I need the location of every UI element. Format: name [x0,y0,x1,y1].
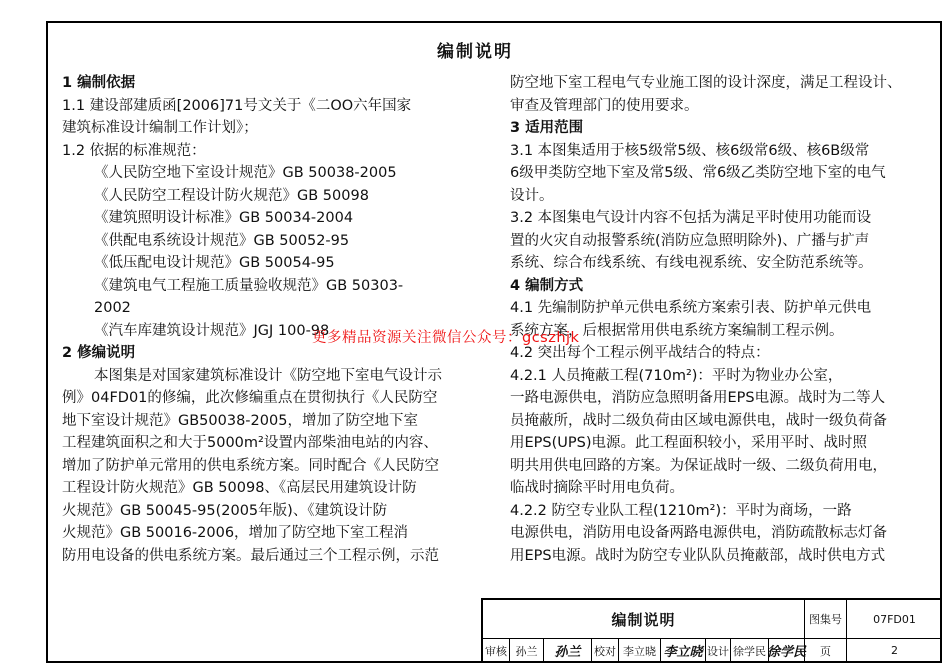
paragraph-line: 置的火灾自动报警系统(消防应急照明除外)、广播与扩声 [510,232,870,249]
paragraph-line: 用EPS电源。战时为防空专业队队员掩蔽部，战时供电方式 [510,547,886,564]
check-label: 校对 [592,638,619,663]
paragraph-line: 设计。 [510,187,554,204]
paragraph-line: 火规范》GB 50016-2006，增加了防空地下室工程消 [62,525,409,541]
paragraph-line: 电源供电，消防用电设备两路电源供电，消防疏散标志灯备 [510,525,887,541]
standard-item: 《汽车库建筑设计规范》JGJ 100-98 [94,322,330,339]
paragraph-line: 系统方案，后根据常用供电系统方案编制工程示例。 [510,322,844,339]
section-2-heading: 2 修编说明 [62,345,136,361]
review-label: 审核 [483,638,510,663]
paragraph-line: 临战时摘除平时用电负荷。 [510,480,684,496]
page-label: 页 [805,638,847,663]
paragraph-line: 3.1 本图集适用于核5级常5级、核6级常6级、核6B级常 [510,142,870,159]
section-4-heading: 4 编制方式 [510,277,584,294]
paragraph-line: 3.2 本图集电气设计内容不包括为满足平时使用功能而设 [510,210,872,226]
standard-item: 《人民防空工程设计防火规范》GB 50098 [94,187,369,204]
paragraph-line: 火规范》GB 50045-95(2005年版)、《建筑设计防 [62,502,388,519]
paragraph-line: 地下室设计规范》GB50038-2005，增加了防空地下室 [62,412,418,429]
paragraph-line: 4.1 先编制防护单元供电系统方案索引表、防护单元供电 [510,300,872,316]
check-name: 李立晓 [619,638,661,663]
right-column [510,72,935,567]
paragraph-line: 本图集是对国家建筑标准设计《防空地下室电气设计示 [94,367,442,384]
review-name: 孙兰 [510,638,544,663]
paragraph-line: 防用电设备的供电系统方案。最后通过三个工程示例，示范 [62,547,439,564]
standard-item: 《建筑电气工程施工质量验收规范》GB 50303- [94,277,404,294]
left-column [62,72,482,567]
check-signature: 李立晓 [661,638,706,663]
paragraph-line: 例》04FD01的修编，此次修编重点在贯彻执行《人民防空 [62,390,438,406]
standard-item: 《供配电系统设计规范》GB 50052-95 [94,232,350,249]
paragraph-line: 4.2.1 人员掩蔽工程(710m²)：平时为物业办公室， [510,367,843,384]
title-block [481,598,942,663]
atlas-label: 图集号 [805,600,847,638]
atlas-number: 07FD01 [873,612,916,626]
standard-item: 《建筑照明设计标准》GB 50034-2004 [94,210,354,226]
design-signature: 徐学民 [769,638,805,663]
paragraph-line: 系统、综合布线系统、有线电视系统、安全防范系统等。 [510,255,873,271]
paragraph-line: 工程建筑面积之和大于5000m²设置内部柴油电站的内容、 [62,435,438,451]
section-1-heading: 1 编制依据 [62,75,136,91]
paragraph-line: 明共用供电回路的方案。为保证战时一级、二级负荷用电， [510,457,887,474]
title-block-name: 编制说明 [483,600,805,638]
paragraph-line: 增加了防护单元常用的供电系统方案。同时配合《人民防空 [62,457,439,474]
title-block-row-bottom [483,638,942,663]
standard-item: 《低压配电设计规范》GB 50054-95 [94,255,335,271]
text-line: 1.1 建设部建质函[2006]71号文关于《二OO六年国家 [62,97,412,114]
design-label: 设计 [706,638,731,663]
paragraph-line: 审查及管理部门的使用要求。 [510,97,699,114]
watermark-text: 更多精品资源关注微信公众号：gcszhjk [312,330,580,346]
paragraph-line: 防空地下室工程电气专业施工图的设计深度，满足工程设计、 [510,75,902,91]
paragraph-line: 6级甲类防空地下室及常5级、常6级乙类防空地下室的电气 [510,165,886,181]
page-number: 2 [891,644,898,657]
design-name: 徐学民 [731,638,769,663]
paragraph-line: 工程设计防火规范》GB 50098、《高层民用建筑设计防 [62,480,417,496]
paragraph-line: 员掩蔽所，战时二级负荷由区域电源供电，战时一级负荷备 [510,412,887,429]
paragraph-line: 4.2.2 防空专业队工程(1210m²)：平时为商场，一路 [510,502,852,519]
paragraph-line: 一路电源供电，消防应急照明备用EPS电源。战时为二等人 [510,390,886,406]
review-signature: 孙兰 [544,638,592,663]
title-block-row-top [483,600,942,639]
section-3-heading: 3 适用范围 [510,120,584,136]
paragraph-line: 用EPS(UPS)电源。此工程面积较小，采用平时、战时照 [510,435,867,451]
page-title: 编制说明 [437,42,513,62]
text-line: 建筑标准设计编制工作计划》； [62,120,258,136]
standard-item: 2002 [94,300,131,316]
standard-item: 《人民防空地下室设计规范》GB 50038-2005 [94,165,397,181]
text-line: 1.2 依据的标准规范： [62,142,206,159]
paragraph-line: 4.2 突出每个工程示例平战结合的特点： [510,345,770,361]
